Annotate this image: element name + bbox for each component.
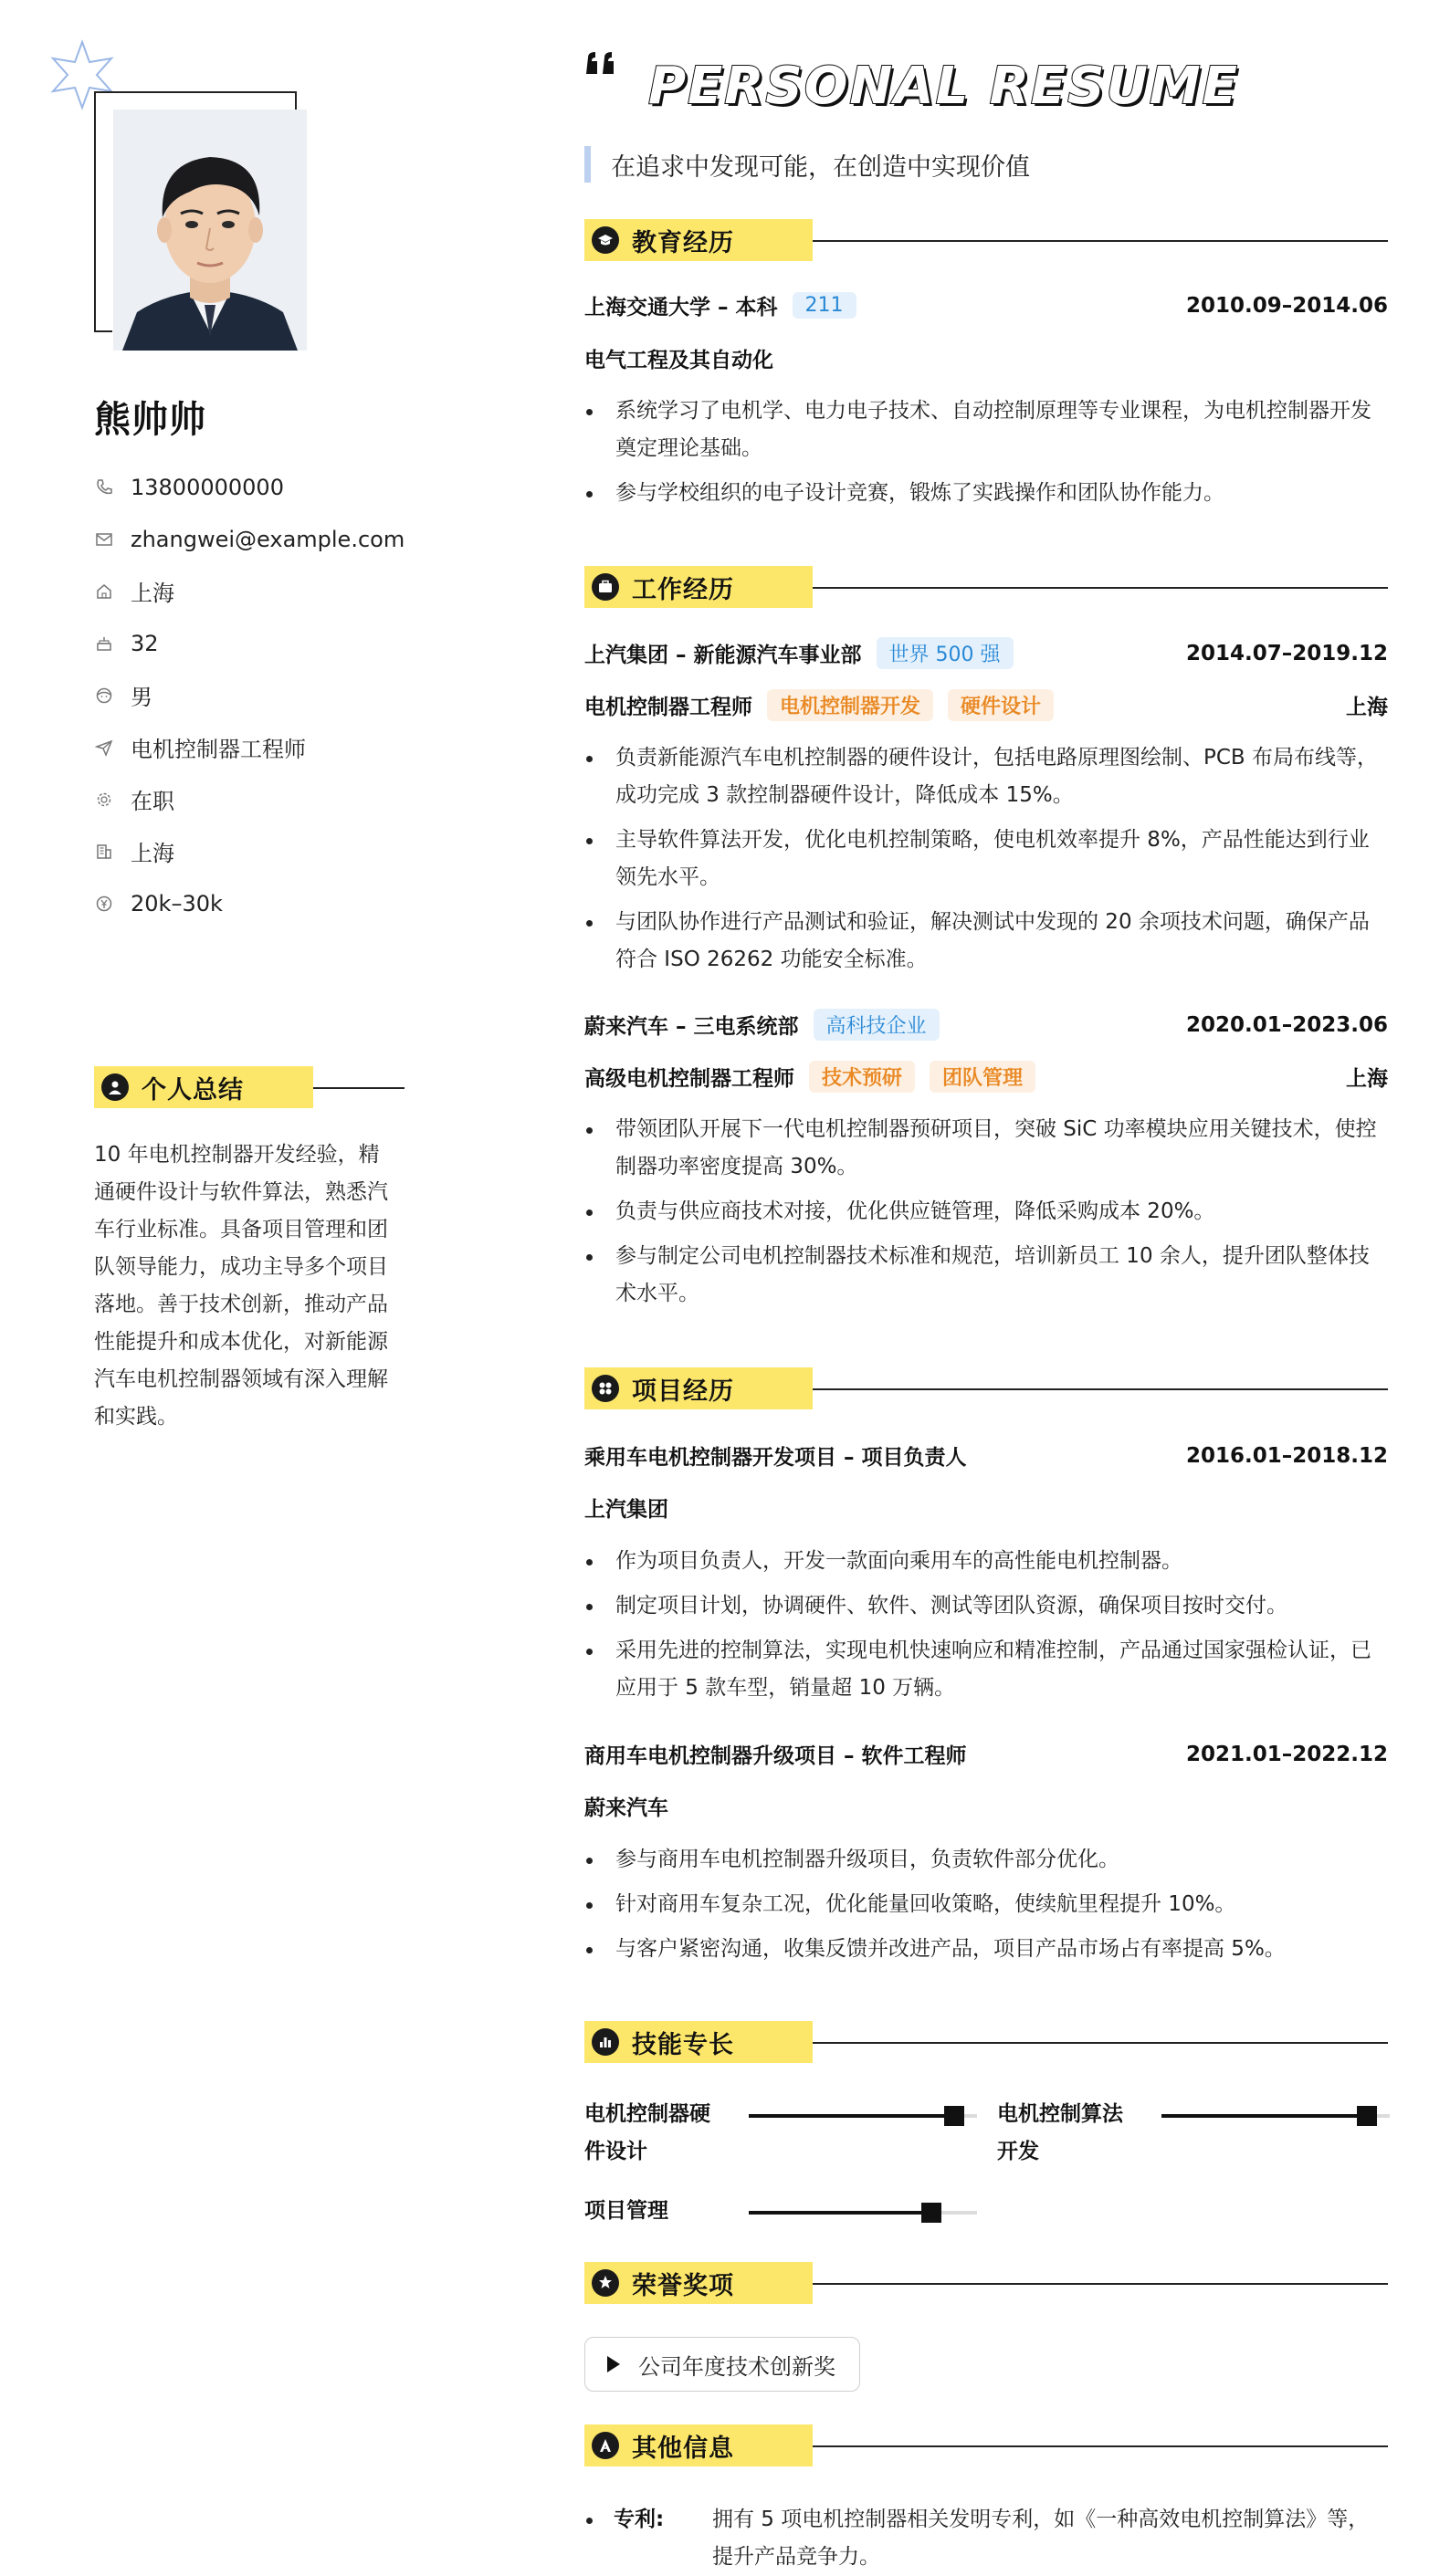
summary-title: 个人总结 [142,1075,244,1105]
education-date: 2010.09–2014.06 [1185,293,1388,318]
awards-title: 荣誉奖项 [632,2271,734,2300]
skills-section-header [584,2021,1388,2063]
work-section-header [584,566,1388,608]
info-age [94,617,405,669]
graduation-cap-icon [592,226,619,254]
list-item: 针对商用车复杂工况，优化能量回收策略，使续航里程提升 10%。 [584,1886,1388,1923]
skill-level-fill [1161,2114,1367,2118]
skill-level-bar [749,2114,977,2118]
job-date: 2014.07–2019.12 [1185,641,1388,665]
project-1-header [584,1440,1388,1471]
job-city: 上海 [1346,1067,1388,1091]
grid-icon [592,1375,619,1402]
job-text: 电机控制器工程师 [131,737,306,762]
skill-name: 项目管理 [584,2199,668,2223]
play-icon [607,2356,620,2372]
company-name: 上汽集团 – 新能源汽车事业部 [584,644,862,667]
project-2-bullets [584,1841,1388,1975]
company-name: 蔚来汽车 – 三电系统部 [584,1015,799,1039]
quote-icon [584,50,625,87]
skill-tag: 硬件设计 [948,689,1054,721]
gender-text: 男 [131,685,152,710]
education-title: 教育经历 [632,228,734,257]
project-org: 上汽集团 [584,1498,668,1522]
skill-item [584,2096,977,2171]
list-item: 与团队协作进行产品测试和验证，解决测试中发现的 20 余项技术问题，确保产品符合 ISO 26262 功能安全标准。 [584,904,1388,979]
info-target-city [94,825,405,877]
list-item: 与客户紧密沟通，收集反馈并改进产品，项目产品市场占有率提高 5%。 [584,1931,1388,1968]
avatar [113,110,307,351]
skill-level-fill [749,2114,954,2118]
person-name: 熊帅帅 [94,399,206,441]
info-job [94,721,405,773]
skill-name-cont: 开发 [997,2140,1039,2163]
project-name: 商用车电机控制器升级项目 – 软件工程师 [584,1744,967,1768]
job-2-bullets [584,1111,1388,1320]
info-gender [94,669,405,721]
list-item: 制定项目计划，协调硬件、软件、测试等团队资源，确保项目按时交付。 [584,1587,1388,1625]
company-tag: 高科技企业 [814,1009,940,1041]
job-2-header [584,1009,1388,1041]
list-item: 参与制定公司电机控制器技术标准和规范，培训新员工 10 余人，提升团队整体技术水平。 [584,1238,1388,1313]
summary-text: 10 年电机控制器开发经验，精通硬件设计与软件算法，熟悉汽车行业标准。具备项目管理和团队领导能力，成功主导多个项目落地。善于技术创新，推动产品性能提升和成本优化，对新能源汽车电机控制器领域有深入理解和实践。 [94,1143,388,1429]
major-row [584,343,1388,373]
skill-level-knob [921,2203,941,2223]
home-icon [94,581,114,602]
skill-level-knob [944,2106,964,2126]
skill-name: 电机控制算法 [997,2102,1123,2126]
cake-icon [94,634,114,654]
skill-name: 电机控制器硬 [584,2102,710,2126]
skill-name-cont: 件设计 [584,2140,647,2163]
project-date: 2021.01–2022.12 [1185,1742,1388,1766]
list-item: 参与商用车电机控制器升级项目，负责软件部分优化。 [584,1841,1388,1879]
contact-info-list [94,461,405,929]
user-icon [101,1073,129,1101]
skill-tag: 电机控制器开发 [767,689,933,721]
job-1-bullets [584,739,1388,986]
info-phone [94,461,405,513]
projects-title: 项目经历 [632,1377,734,1406]
info-salary [94,877,405,929]
list-item: 负责与供应商技术对接，优化供应链管理，降低采购成本 20%。 [584,1193,1388,1230]
resume-title: PERSONAL RESUME [648,57,1239,116]
job-1-header [584,637,1388,669]
list-item: 作为项目负责人，开发一款面向乘用车的高性能电机控制器。 [584,1543,1388,1580]
phone-icon [94,477,114,497]
award-item[interactable] [584,2337,860,2392]
skill-level-bar [749,2211,977,2215]
project-1-org [584,1492,1388,1523]
building-icon [94,842,114,862]
bar-chart-icon [592,2028,619,2056]
salary-text: 20k–30k [131,890,223,916]
project-name: 乘用车电机控制器开发项目 – 项目负责人 [584,1446,967,1470]
awards-section-header [584,2262,1388,2304]
info-location [94,565,405,617]
list-item: 带领团队开展下一代电机控制器预研项目，突破 SiC 功率模块应用关键技术，使控制器功率密度提高 30%。 [584,1111,1388,1186]
school-name: 上海交通大学 – 本科 [584,296,778,319]
projects-section-header [584,1367,1388,1409]
job-2-role [584,1061,1388,1093]
skill-item [997,2096,1390,2171]
info-email [94,513,405,565]
other-title: 其他信息 [632,2434,734,2463]
work-title: 工作经历 [632,575,734,604]
other-label: 专利: [614,2508,665,2531]
skill-tag: 团队管理 [930,1061,1035,1093]
info-icon [592,2432,619,2459]
education-bullets [584,393,1388,519]
other-text: 拥有 5 项电机控制器相关发明专利，如《一种高效电机控制算法》等，提升产品竞争力。 [712,2508,1370,2569]
list-item: 参与学校组织的电子设计竞赛，锻炼了实践操作和团队协作能力。 [584,475,1388,512]
award-label: 公司年度技术创新奖 [638,2353,835,2380]
education-section-header [584,219,1388,261]
target-city-text: 上海 [131,841,174,866]
school-tag: 211 [793,292,856,319]
skill-item [584,2193,977,2230]
job-date: 2020.01–2023.06 [1185,1012,1388,1037]
other-section-header [584,2424,1388,2466]
slogan: 在追求中发现可能，在创造中实现价值 [584,146,1030,183]
email-text[interactable]: zhangwei@example.com [131,526,405,552]
skill-level-bar [1161,2114,1390,2118]
face-icon [94,686,114,706]
project-org: 蔚来汽车 [584,1796,668,1820]
list-item: 主导软件算法开发，优化电机控制策略，使电机效率提升 8%，产品性能达到行业领先水平。 [584,822,1388,896]
job-role: 电机控制器工程师 [584,696,752,719]
company-tag: 世界 500 强 [877,637,1014,669]
skills-title: 技能专长 [632,2030,734,2059]
project-2-header [584,1739,1388,1769]
education-row [584,290,1388,320]
job-1-role [584,689,1388,721]
sidebar [0,0,511,2536]
send-icon [94,738,114,758]
gear-icon [94,790,114,810]
summary-section-header [94,1066,405,1108]
list-item: 系统学习了电机学、电力电子技术、自动控制原理等专业课程，为电机控制器开发奠定理论基础。 [584,393,1388,467]
project-date: 2016.01–2018.12 [1185,1443,1388,1468]
award-icon [592,2269,619,2297]
list-item: 采用先进的控制算法，实现电机快速响应和精准控制，产品通过国家强检认证，已应用于 5 款车型，销量超 10 万辆。 [584,1632,1388,1707]
project-2-org [584,1791,1388,1821]
yen-icon [94,894,114,914]
phone-text[interactable]: 13800000000 [131,474,284,500]
project-1-bullets [584,1543,1388,1714]
mail-icon [94,529,114,550]
info-status [94,773,405,825]
main-content [584,0,1388,2569]
skill-level-fill [749,2211,931,2215]
skill-level-knob [1357,2106,1377,2126]
status-text: 在职 [131,789,174,814]
job-role: 高级电机控制器工程师 [584,1067,794,1091]
briefcase-icon [592,573,619,601]
job-city: 上海 [1346,696,1388,719]
list-item: 负责新能源汽车电机控制器的硬件设计，包括电路原理图绘制、PCB 布局布线等，成功完成 3 款控制器硬件设计，降低成本 15%。 [584,739,1388,814]
age-text: 32 [131,630,159,656]
location-text: 上海 [131,581,174,606]
major-name: 电气工程及其自动化 [584,349,773,372]
skill-tag: 技术预研 [809,1061,915,1093]
